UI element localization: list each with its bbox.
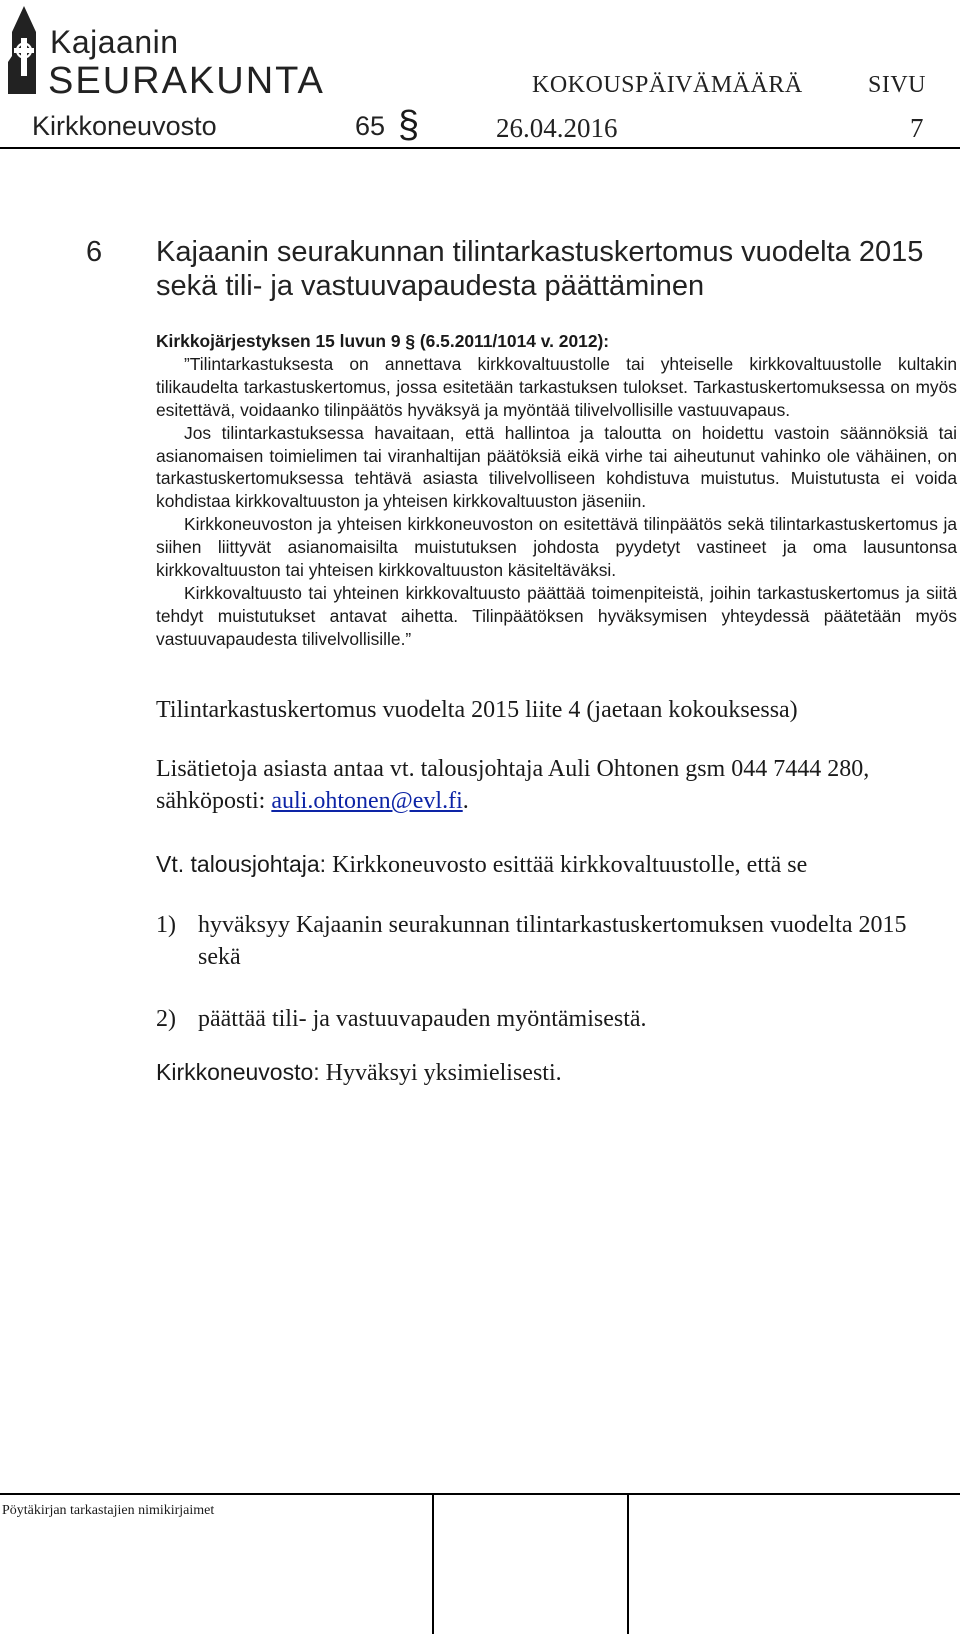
section-sign-icon: §	[398, 104, 420, 146]
email-suffix: .	[462, 788, 469, 814]
contact-info	[156, 753, 960, 817]
item-number: 6	[86, 236, 103, 268]
email-link[interactable]: auli.ohtonen@evl.fi	[271, 788, 463, 814]
law-paragraph: Jos tilintarkastuksessa havaitaan, että hallintoa ja taloutta on hoidettu vastoin säännöksiä tai asianomaisen toimielimen tai viranhaltijan päätöksiä eikä virhe tai aiheutunut vahinko ole vähäinen, on tarkastuskertomuksessa tehtävä asiasta tilivelvolliseen kohdistuva muistutus. Muistutusta ei voida kohdistaa kirkkovaltuuston ja yhteisen kirkkovaltuuston jäseniin.	[156, 422, 957, 512]
proposal	[156, 848, 807, 881]
logo-subtitle: SEURAKUNTA	[48, 60, 325, 102]
item-title-line1: Kajaanin seurakunnan tilintarkastuskertomus vuodelta 2015	[156, 236, 924, 268]
item-title-line2: sekä tili- ja vastuuvapaudesta päättäminen	[156, 270, 705, 302]
header-section-number: 65	[355, 111, 386, 141]
law-quote	[156, 330, 957, 651]
logo-name: Kajaanin	[50, 24, 179, 60]
proposal-label: Vt. talousjohtaja:	[156, 851, 327, 877]
footer-divider	[0, 1493, 960, 1495]
law-paragraph: Kirkkovaltuusto tai yhteinen kirkkovaltuusto päättää toimenpiteistä, joihin tarkastuskertomus ja siitä tehdyt muistutukset antavat aihetta. Tilinpäätöksen hyväksymisen yhteydessä päätetään myös vastuuvapaudesta tilivelvollisille.”	[156, 582, 957, 649]
contact-line: Lisätietoja asiasta antaa vt. talousjohtaja Auli Ohtonen gsm 044 7444 280,	[156, 756, 870, 782]
header-divider	[0, 147, 960, 149]
organization-logo	[6, 4, 336, 100]
law-paragraph: Kirkkoneuvoston ja yhteisen kirkkoneuvoston on esitettävä tilinpäätös sekä tilintarkastuskertomus ja siihen liittyvät asianomaisilta muistutuksen johdosta pyydetyt vastineet ja oma lausuntonsa kirkkovaltuuston tai yhteisen kirkkovaltuuston käsiteltäväksi.	[156, 514, 957, 581]
law-paragraph: ”Tilintarkastuksesta on annettava kirkkovaltuustolle tai yhteiselle kirkkovaltuustolle kultakin tilikaudelta tarkastuskertomus, jossa esitetään tarkastuksen tulokset. Tarkastuskertomuksessa on myös esitettävä, voidaanko tilinpäätös hyväksyä ja myöntää tilivelvollisille vastuuvapaus.	[156, 353, 957, 420]
decision	[156, 1056, 562, 1089]
decision-text: Hyväksyi yksimielisesti.	[319, 1060, 562, 1086]
proposal-item-text: päättää tili- ja vastuuvapauden myöntämisestä.	[198, 1006, 647, 1032]
attachment-note: Tilintarkastuskertomus vuodelta 2015 liite 4 (jaetaan kokouksessa)	[156, 697, 798, 723]
church-cross-icon	[6, 4, 46, 96]
header-date: 26.04.2016	[496, 113, 618, 143]
header-body: Kirkkoneuvosto	[32, 111, 217, 141]
footer-column-divider	[432, 1493, 434, 1634]
footer-column-divider	[627, 1493, 629, 1634]
header-page-label: SIVU	[868, 72, 927, 98]
header-date-label: KOKOUSPÄIVÄMÄÄRÄ	[532, 72, 803, 98]
law-heading: Kirkkojärjestyksen 15 luvun 9 § (6.5.2011/1014 v. 2012):	[156, 331, 610, 351]
proposal-item-number: 1)	[156, 912, 176, 938]
email-label: sähköposti:	[156, 788, 272, 814]
proposal-text: Kirkkoneuvosto esittää kirkkovaltuustolle, että se	[326, 852, 808, 878]
contact-email-line	[156, 785, 960, 817]
footer-label: Pöytäkirjan tarkastajien nimikirjaimet	[2, 1503, 215, 1518]
proposal-item-text: hyväksyy Kajaanin seurakunnan tilintarkastuskertomuksen vuodelta 2015	[198, 912, 907, 938]
proposal-item-number: 2)	[156, 1006, 176, 1032]
proposal-item-text: sekä	[198, 944, 241, 970]
header-page-number: 7	[910, 113, 924, 143]
decision-label: Kirkkoneuvosto:	[156, 1059, 320, 1085]
